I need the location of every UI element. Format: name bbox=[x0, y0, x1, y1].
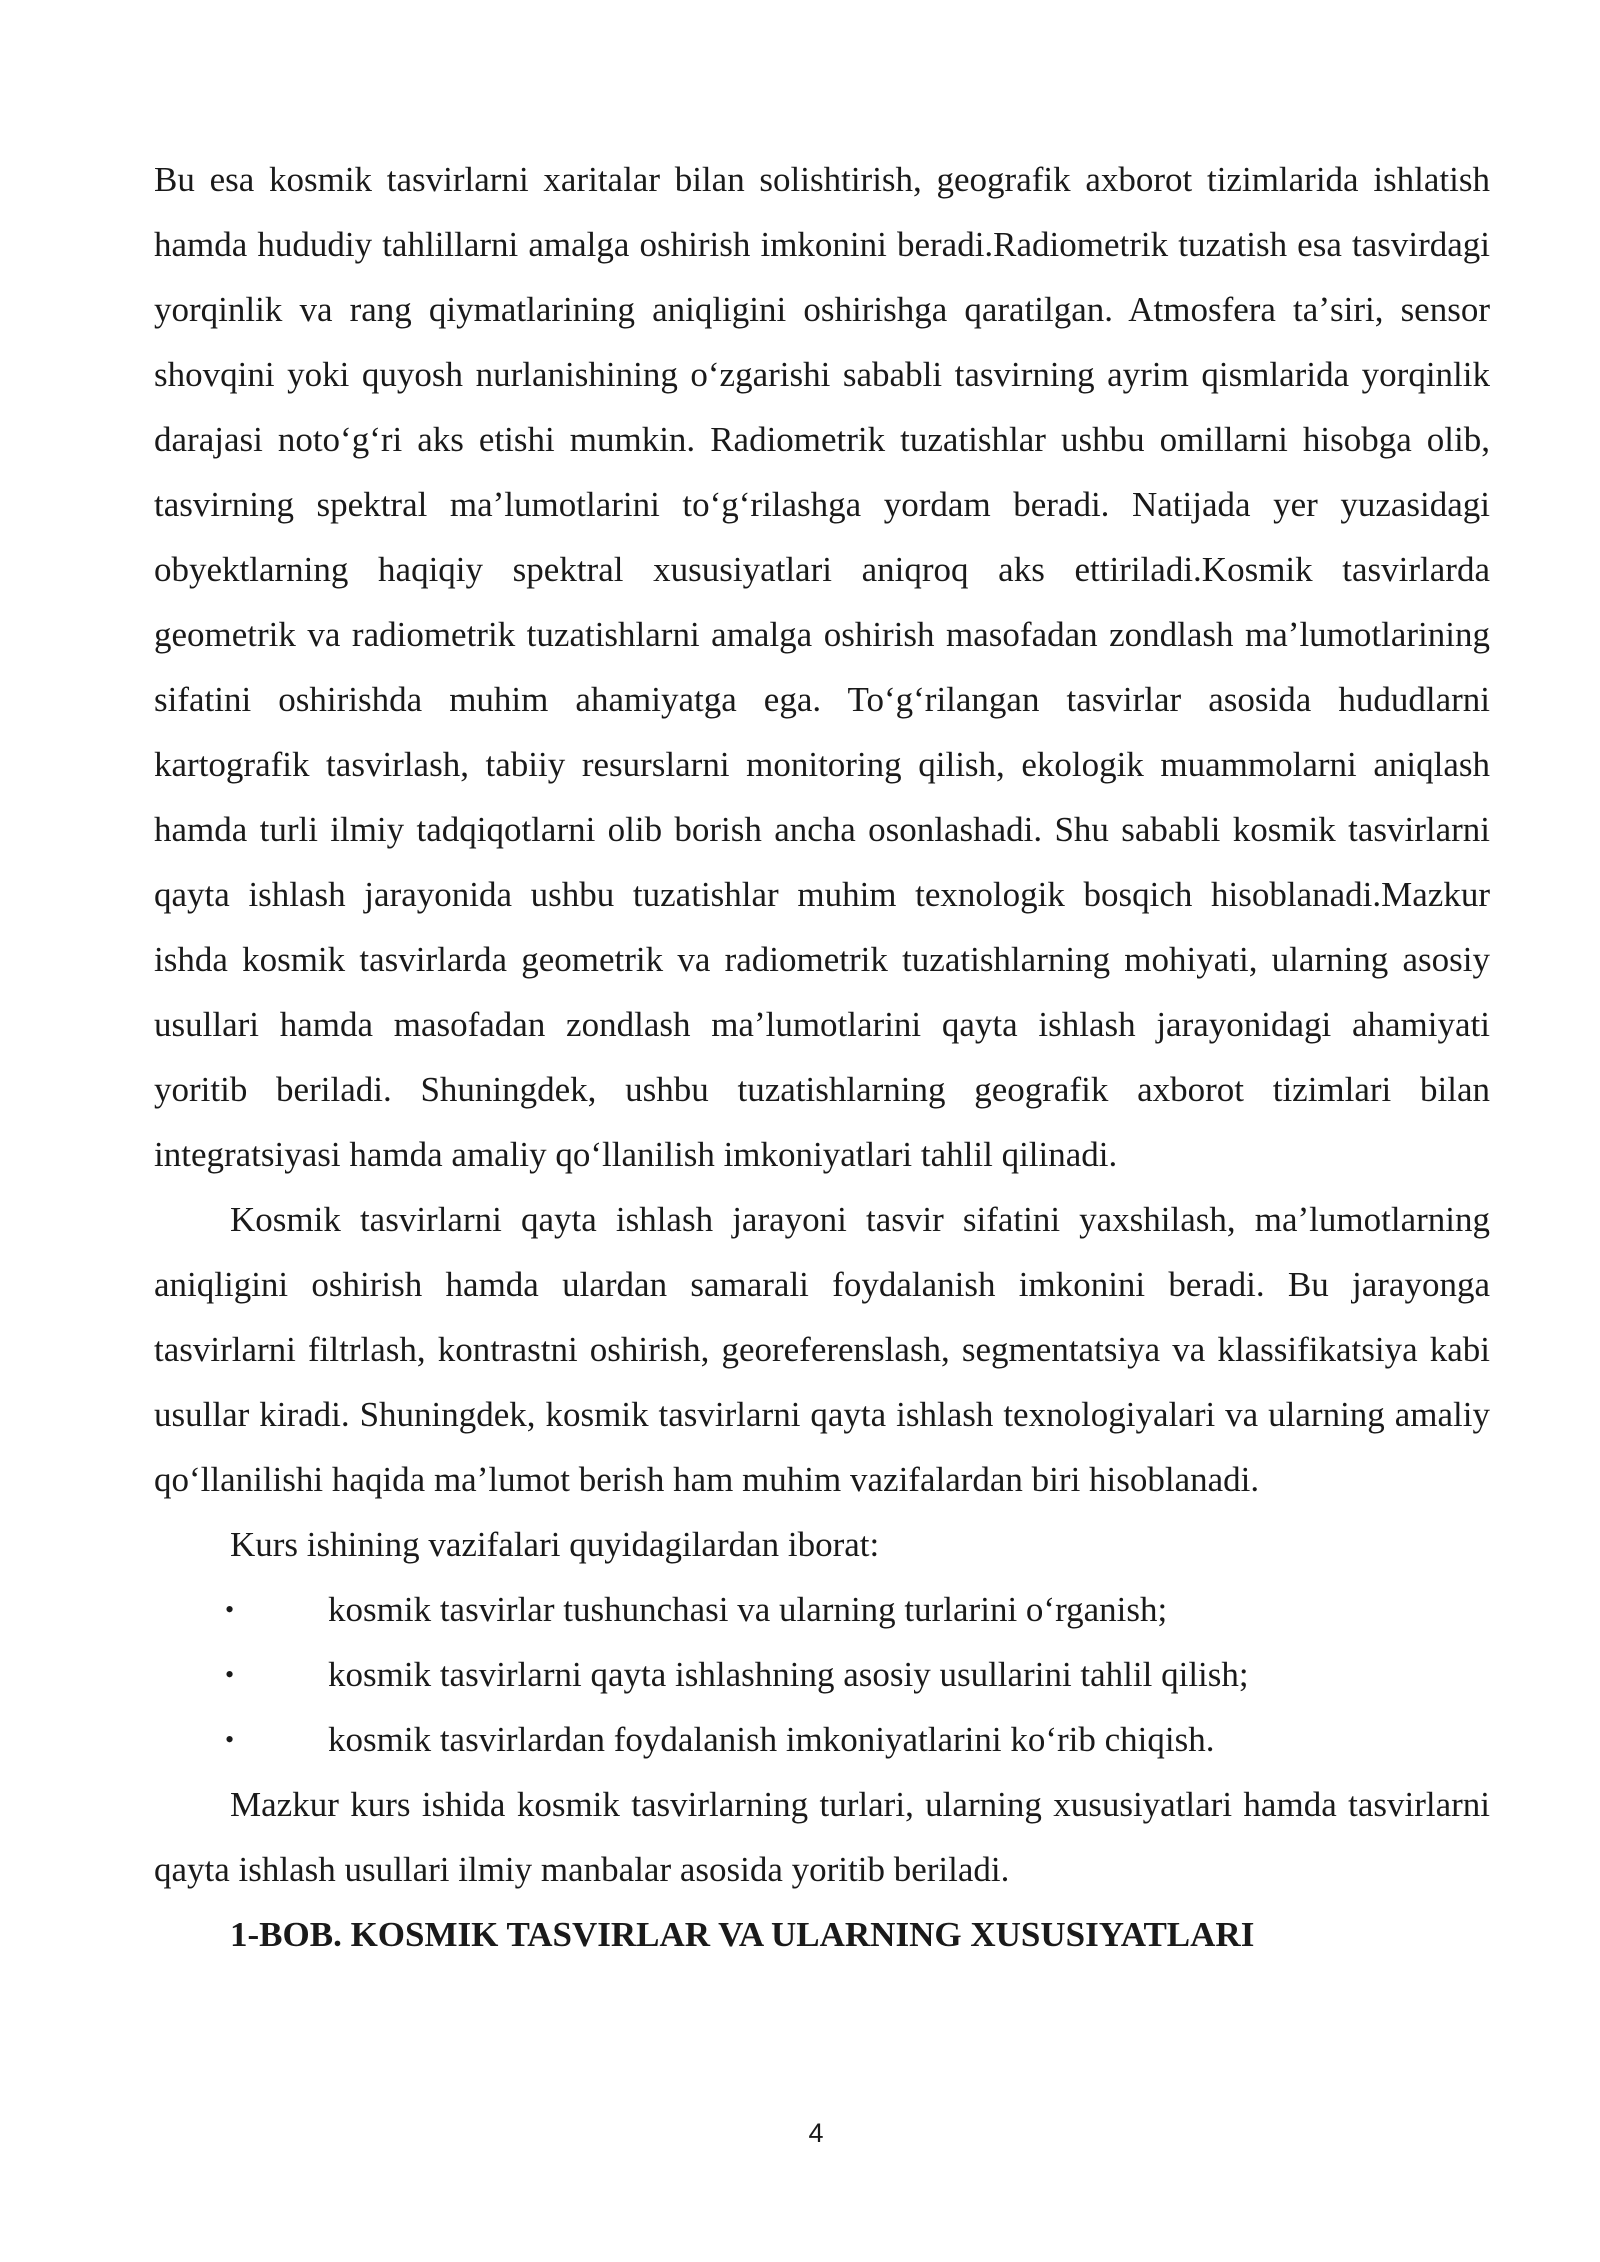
page-number bbox=[154, 2118, 1490, 2149]
list-item bbox=[154, 1707, 1490, 1772]
list-item-text: kosmik tasvirlarni qayta ishlashning asosiy usullarini tahlil qilish; bbox=[328, 1655, 1249, 1694]
bullet-icon: • bbox=[225, 1595, 235, 1624]
page-number-text: 4 bbox=[808, 2118, 824, 2148]
document-body bbox=[154, 147, 1490, 1967]
paragraph-image-processing: Kosmik tasvirlarni qayta ishlash jarayoni tasvir sifatini yaxshilash, maʼlumotlarning aniqligini oshirish hamda ulardan samarali foydalanish imkonini beradi. Bu jarayonga tasvirlarni filtrlash, kontrastni oshirish, georeferenslash, segmentatsiya va klassifikatsiya kabi usullar kiradi. Shuningdek, kosmik tasvirlarni qayta ishlash texnologiyalari va ularning amaliy qoʻllanilishi haqida maʼlumot berish ham muhim vazifalardan biri hisoblanadi. bbox=[154, 1200, 1490, 1499]
list-item bbox=[154, 1577, 1490, 1642]
list-item-text: kosmik tasvirlardan foydalanish imkoniyatlarini koʻrib chiqish. bbox=[328, 1720, 1215, 1759]
tasks-list bbox=[154, 1577, 1490, 1772]
chapter-heading: 1-BOB. KOSMIK TASVIRLAR VA ULARNING XUSUSIYATLARI bbox=[230, 1915, 1255, 1954]
paragraph-corrections-intro: Bu esa kosmik tasvirlarni xaritalar bilan solishtirish, geografik axborot tizimlarida ishlatish hamda hududiy tahlillarni amalga oshirish imkonini beradi.Radiometrik tuzatish esa tasvirdagi yorqinlik va rang qiymatlarining aniqligini oshirishga qaratilgan. Atmosfera taʼsiri, sensor shovqini yoki quyosh nurlanishining oʻzgarishi sababli tasvirning ayrim qismlarida yorqinlik darajasi notoʻgʻri aks etishi mumkin. Radiometrik tuzatishlar ushbu omillarni hisobga olib, tasvirning spektral maʼlumotlarini toʻgʻrilashga yordam beradi. Natijada yer yuzasidagi obyektlarning haqiqiy spektral xususiyatlari aniqroq aks ettiriladi.Kosmik tasvirlarda geometrik va radiometrik tuzatishlarni amalga oshirish masofadan zondlash maʼlumotlarining sifatini oshirishda muhim ahamiyatga ega. Toʻgʻrilangan tasvirlar asosida hududlarni kartografik tasvirlash, tabiiy resurslarni monitoring qilish, ekologik muammolarni aniqlash hamda turli ilmiy tadqiqotlarni olib borish ancha osonlashadi. Shu sababli kosmik tasvirlarni qayta ishlash jarayonida ushbu tuzatishlar muhim texnologik bosqich hisoblanadi.Mazkur ishda kosmik tasvirlarda geometrik va radiometrik tuzatishlarning mohiyati, ularning asosiy usullari hamda masofadan zondlash maʼlumotlarini qayta ishlash jarayonidagi ahamiyati yoritib beriladi. Shuningdek, ushbu tuzatishlarning geografik axborot tizimlari bilan integratsiyasi hamda amaliy qoʻllanilish imkoniyatlari tahlil qilinadi. bbox=[154, 160, 1490, 1174]
paragraph-closing: Mazkur kurs ishida kosmik tasvirlarning turlari, ularning xususiyatlari hamda tasvirlarni qayta ishlash usullari ilmiy manbalar asosida yoritib beriladi. bbox=[154, 1785, 1490, 1889]
bullet-icon: • bbox=[225, 1660, 235, 1689]
bullet-icon: • bbox=[225, 1725, 235, 1754]
list-item bbox=[154, 1642, 1490, 1707]
paragraph-tasks-intro: Kurs ishining vazifalari quyidagilardan iborat: bbox=[230, 1525, 880, 1564]
list-item-text: kosmik tasvirlar tushunchasi va ularning turlarini oʻrganish; bbox=[328, 1590, 1168, 1629]
